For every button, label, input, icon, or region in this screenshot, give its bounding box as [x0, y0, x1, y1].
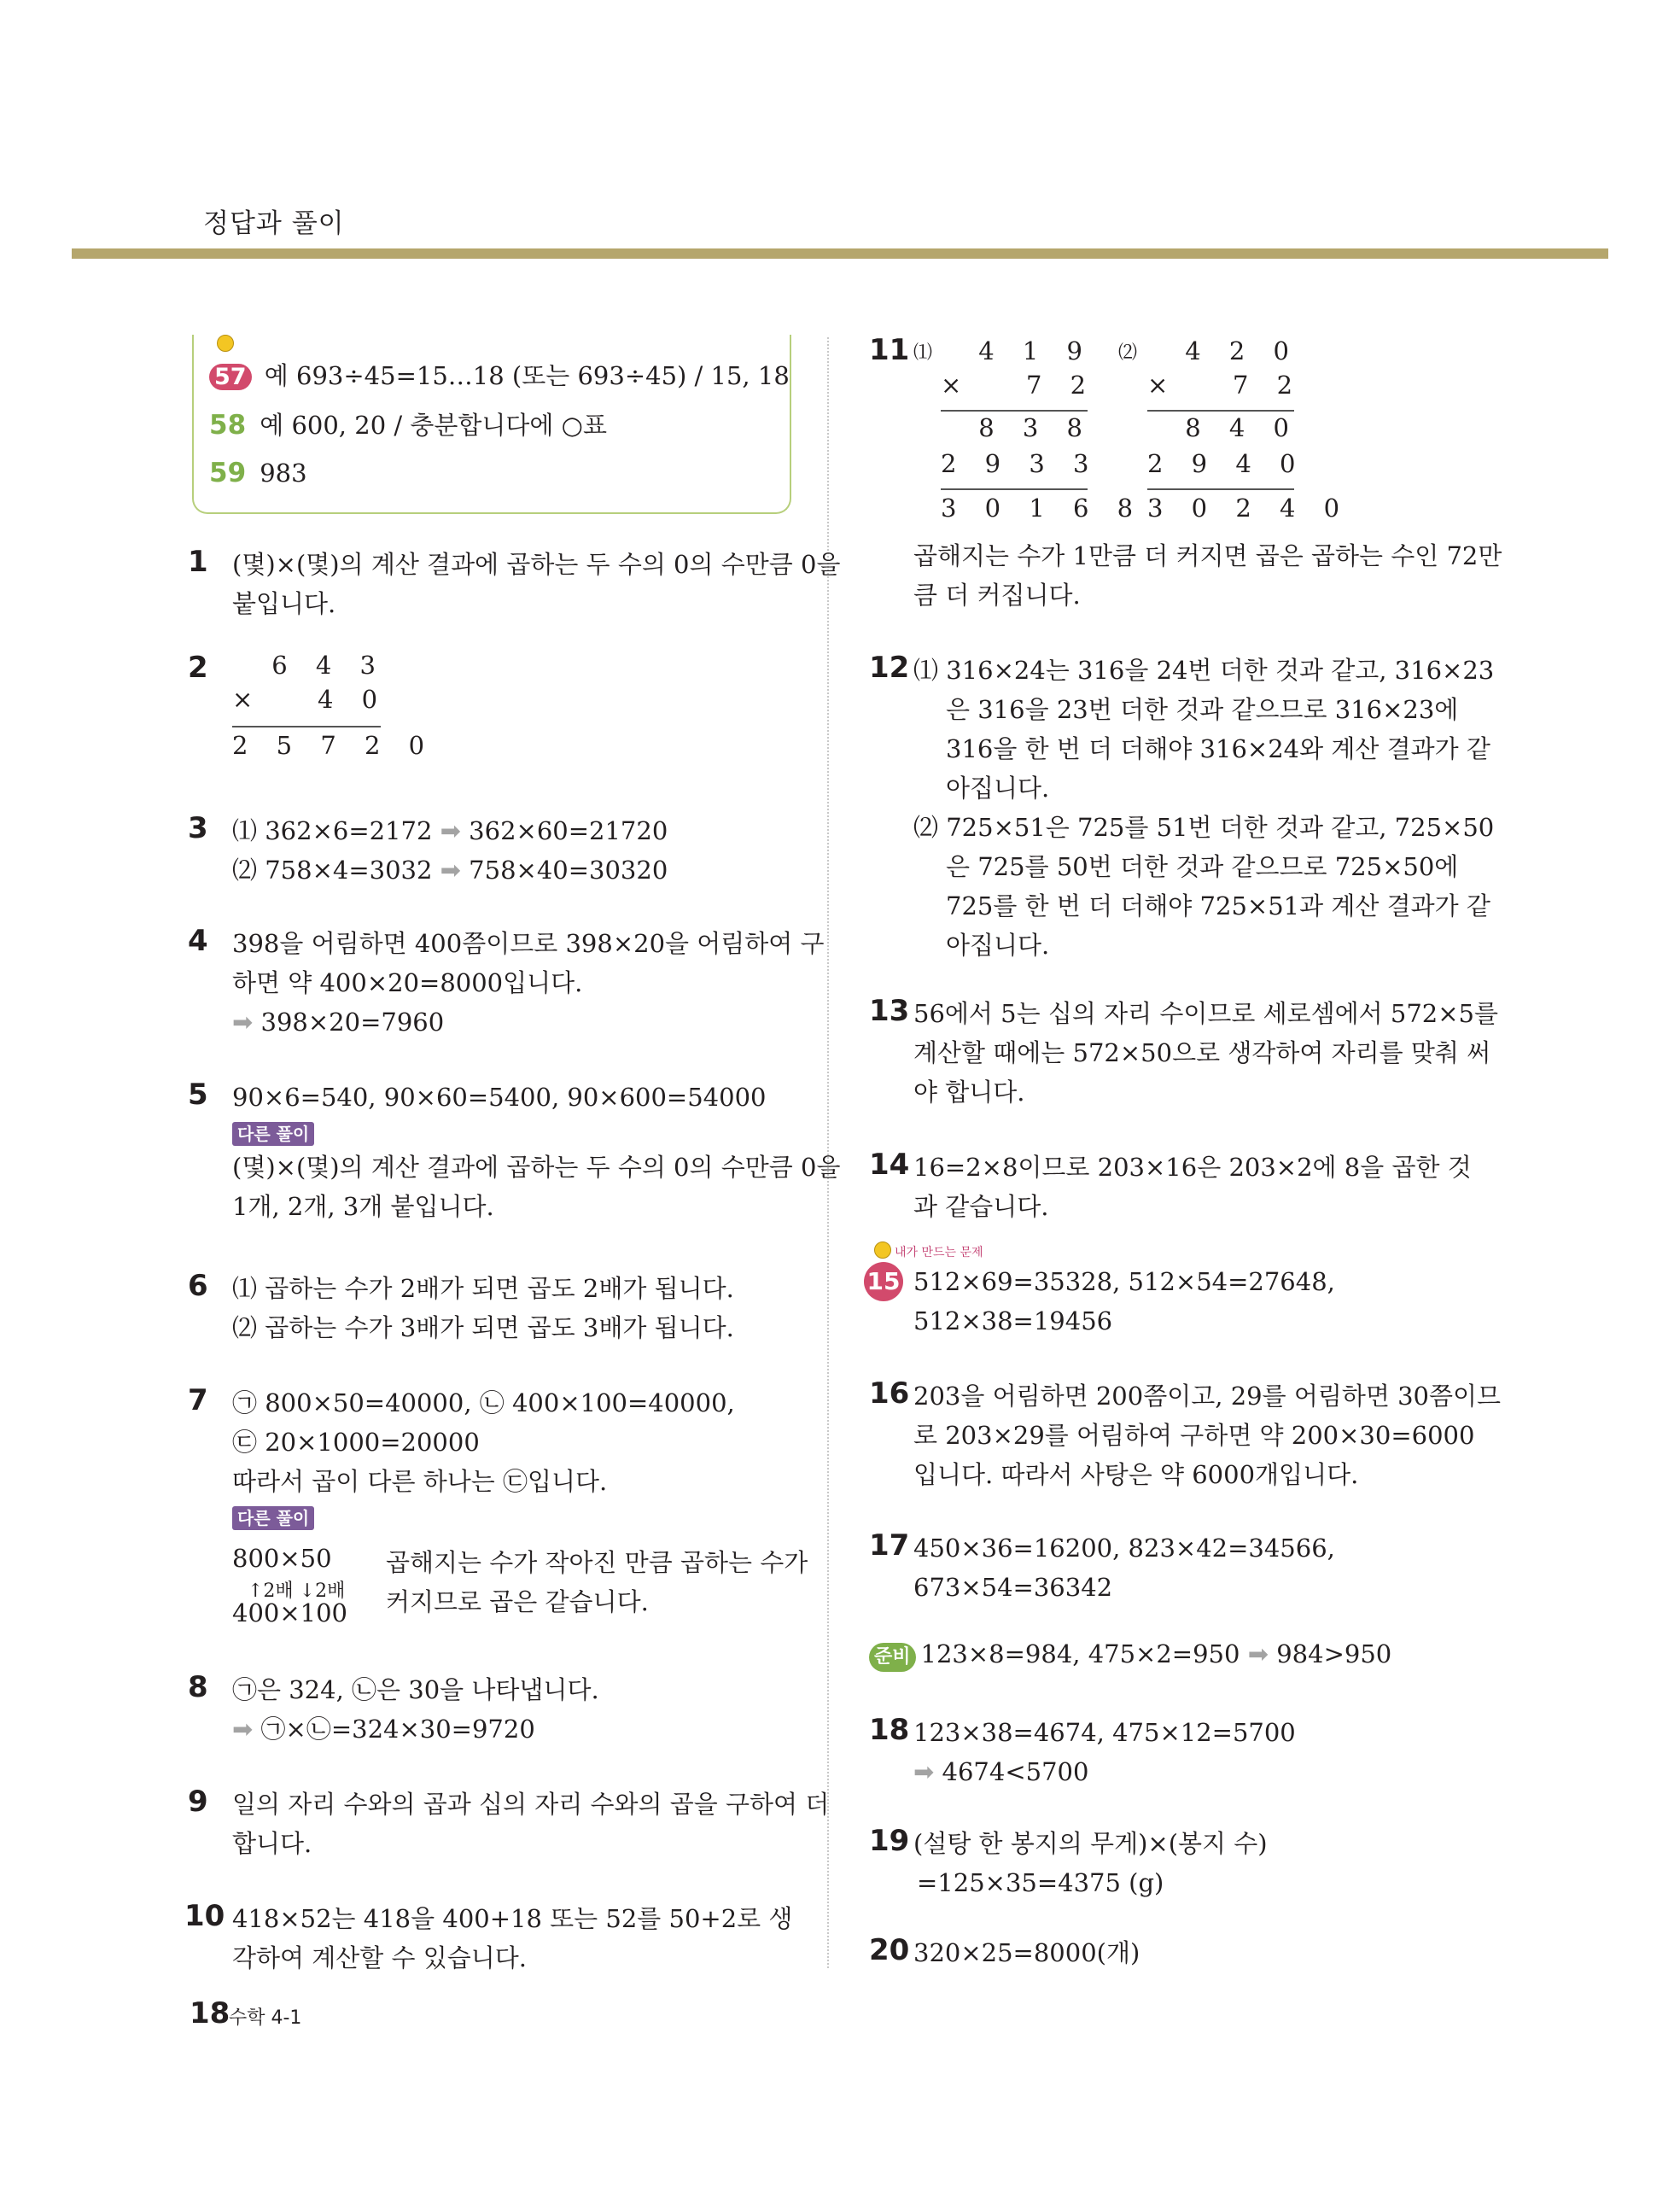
vm-multiplier: × 4 0	[232, 685, 388, 714]
vm-product: 3 0 2 4 0	[1147, 494, 1350, 523]
question-number: 11	[869, 333, 910, 367]
text-line: =125×35=4375 (g)	[917, 1868, 1164, 1897]
arrow-icon: ➡	[232, 1715, 254, 1744]
page-subject: 수학 4-1	[229, 2007, 302, 2029]
text-line: 56에서 5는 십의 자리 수이므로 세로셈에서 572×5를	[913, 999, 1499, 1028]
text-line: 은 725를 50번 더한 것과 같으므로 725×50에	[946, 852, 1459, 881]
question-number: 12	[869, 651, 910, 685]
alt-calc-top: 800×50	[232, 1544, 332, 1573]
vm-product: 2 5 7 2 0	[232, 731, 435, 760]
text: ⑵ 758×4=3032	[232, 856, 433, 885]
q11-label-b: ⑵	[1118, 342, 1138, 364]
vm-product: 3 0 1 6 8	[941, 494, 1144, 523]
text-line: (몇)×(몇)의 계산 결과에 곱하는 두 수의 0의 수만큼 0을	[232, 1153, 841, 1182]
answer-58	[209, 406, 607, 441]
vm-rule	[941, 488, 1088, 490]
question-number: 18	[869, 1713, 910, 1747]
text-line: ㉢ 20×1000=20000	[232, 1428, 480, 1457]
vm-rule	[941, 410, 1088, 412]
question-3	[188, 811, 668, 890]
text-line: 90×6=540, 90×60=5400, 90×600=54000	[232, 1083, 767, 1112]
question-number: 6	[188, 1269, 208, 1303]
vm-partial-1: 8 3 8	[978, 413, 1093, 442]
answer-text: 983	[260, 459, 307, 488]
text: 362×60=21720	[469, 816, 668, 845]
question-number: 17	[869, 1528, 910, 1563]
text-line: 398을 어림하면 400쯤이므로 398×20을 어림하여 구	[232, 929, 825, 958]
question-number: 57	[209, 364, 252, 390]
text-line: 큼 더 커집니다.	[913, 581, 1081, 610]
page-header-title: 정답과 풀이	[203, 208, 345, 239]
text-line: 각하여 계산할 수 있습니다.	[232, 1943, 528, 1972]
alt-solution-tag: 다른 풀이	[232, 1506, 314, 1530]
question-10	[184, 1899, 793, 1978]
vm-multiplicand: 4 2 0	[1185, 336, 1299, 365]
answer-57	[209, 357, 790, 392]
text: 758×40=30320	[469, 856, 668, 885]
question-5	[188, 1078, 841, 1226]
q11-label-a: ⑴	[913, 342, 933, 364]
question-15	[913, 1262, 1335, 1341]
text-line: ㉠ 800×50=40000, ㉡ 400×100=40000,	[232, 1388, 735, 1417]
text: 123×8=984, 475×2=950	[920, 1639, 1240, 1668]
text-line: 725를 한 번 더 더해야 725×51과 계산 결과가 같	[946, 891, 1490, 920]
text-line: ⑴ 곱하는 수가 2배가 되면 곱도 2배가 됩니다.	[232, 1274, 734, 1303]
vm-rule	[232, 726, 381, 727]
question-number: 8	[188, 1670, 208, 1704]
text-line: 아집니다.	[946, 931, 1050, 960]
question-number: 14	[869, 1148, 910, 1182]
text-line: 하면 약 400×20=8000입니다.	[232, 968, 583, 997]
question-4	[188, 924, 825, 1042]
text-line: ⑵ 725×51은 725를 51번 더한 것과 같고, 725×50	[913, 813, 1495, 842]
text-line: 16=2×8이므로 203×16은 203×2에 8을 곱한 것	[913, 1153, 1472, 1182]
q11-explanation	[913, 536, 1502, 615]
text-line: 320×25=8000(개)	[913, 1938, 1140, 1967]
vm-multiplier: × 7 2	[941, 371, 1097, 400]
text-line: (설탕 한 봉지의 무게)×(봉지 수)	[913, 1829, 1268, 1858]
text-line: (몇)×(몇)의 계산 결과에 곱하는 두 수의 0의 수만큼 0을	[232, 550, 841, 579]
my-problem-label: 내가 만드는 문제	[895, 1246, 983, 1259]
text-line: ⑵ 곱하는 수가 3배가 되면 곱도 3배가 됩니다.	[232, 1313, 734, 1342]
answer-59	[209, 458, 307, 488]
question-number: 4	[188, 924, 208, 958]
question-7	[188, 1383, 735, 1532]
text-line: ⑴ 316×24는 316을 24번 더한 것과 같고, 316×23	[913, 656, 1495, 685]
question-16	[869, 1376, 1502, 1494]
text-line: 로 203×29를 어림하여 구하면 약 200×30=6000	[913, 1421, 1475, 1450]
question-number: 10	[184, 1899, 225, 1933]
vm-partial-2: 2 9 4 0	[1147, 449, 1306, 478]
question-number: 13	[869, 994, 910, 1028]
text-line: 야 합니다.	[913, 1078, 1025, 1107]
question-19	[869, 1824, 1268, 1902]
text-line: 과 같습니다.	[913, 1192, 1049, 1221]
text-line: 512×69=35328, 512×54=27648,	[913, 1267, 1335, 1296]
alt-calc-bottom: 400×100	[232, 1598, 348, 1627]
arrow-icon: ➡	[440, 856, 461, 885]
text-line: 합니다.	[232, 1829, 312, 1858]
smile-icon	[217, 335, 234, 352]
alt-solution-tag: 다른 풀이	[232, 1122, 314, 1146]
question-number: 3	[188, 811, 208, 845]
alt-calc-arrows: ↑2배 ↓2배	[248, 1580, 346, 1602]
arrow-icon: ➡	[440, 816, 461, 845]
question-number: 58	[209, 410, 247, 441]
prep-badge: 준비	[869, 1643, 916, 1672]
text-line: 450×36=16200, 823×42=34566,	[913, 1534, 1335, 1563]
question-18	[869, 1713, 1296, 1791]
question-1	[188, 545, 841, 623]
question-12	[869, 651, 1495, 965]
arrow-icon: ➡	[232, 1008, 254, 1037]
vm-rule	[1147, 488, 1294, 490]
header-bar	[72, 248, 1608, 259]
text-line: 은 316을 23번 더한 것과 같으므로 316×23에	[946, 695, 1459, 724]
text-line: 따라서 곱이 다른 하나는 ㉢입니다.	[232, 1467, 608, 1496]
question-number: 1	[188, 545, 208, 579]
question-17	[869, 1528, 1335, 1607]
text-line: 418×52는 418을 400+18 또는 52를 50+2로 생	[232, 1904, 793, 1933]
text: 398×20=7960	[260, 1008, 445, 1037]
text-line: 아집니다.	[946, 774, 1050, 803]
question-14	[869, 1148, 1472, 1226]
text-line: 512×38=19456	[913, 1306, 1113, 1335]
question-number-badge: 15	[864, 1262, 903, 1301]
question-number: 5	[188, 1078, 208, 1112]
text: ㉠×㉡=324×30=9720	[260, 1715, 535, 1744]
answer-text: 예 600, 20 / 충분합니다에 ○표	[260, 411, 607, 440]
question-13	[869, 994, 1499, 1112]
question-number: 19	[869, 1824, 910, 1858]
text-line: 123×38=4674, 475×12=5700	[913, 1718, 1296, 1747]
text-line: 673×54=36342	[913, 1573, 1113, 1602]
text: 984>950	[1276, 1639, 1392, 1668]
text-line: 1개, 2개, 3개 붙입니다.	[232, 1192, 494, 1221]
vm-partial-1: 8 4 0	[1185, 413, 1299, 442]
text-line: 곱해지는 수가 1만큼 더 커지면 곱은 곱하는 수인 72만	[913, 541, 1502, 570]
question-20	[869, 1933, 1140, 1972]
answer-text: 예 693÷45=15…18 (또는 693÷45) / 15, 18	[264, 361, 790, 390]
alt-explanation-1: 곱해지는 수가 작아진 만큼 곱하는 수가	[386, 1548, 808, 1577]
question-6	[188, 1269, 734, 1347]
text-line: ㉠은 324, ㉡은 30을 나타냅니다.	[232, 1675, 599, 1704]
vm-multiplicand: 6 4 3	[271, 651, 386, 680]
question-number: 20	[869, 1933, 910, 1967]
question-8	[188, 1670, 599, 1749]
page-number: 18	[190, 1996, 230, 2030]
question-9	[188, 1785, 830, 1863]
arrow-icon: ➡	[913, 1757, 935, 1786]
text-line: 203을 어림하면 200쯤이고, 29를 어림하면 30쯤이므	[913, 1382, 1502, 1411]
question-number: 16	[869, 1376, 910, 1411]
text-line: 계산할 때에는 572×50으로 생각하여 자리를 맞춰 써	[913, 1038, 1491, 1067]
text: 4674<5700	[942, 1757, 1089, 1786]
text-line: 316을 한 번 더 더해야 316×24와 계산 결과가 같	[946, 734, 1490, 763]
vm-rule	[1147, 410, 1294, 412]
arrow-icon: ➡	[1247, 1639, 1269, 1668]
question-number: 9	[188, 1785, 208, 1819]
vm-multiplier: × 7 2	[1147, 371, 1304, 400]
text: ⑴ 362×6=2172	[232, 816, 433, 845]
text-line: 입니다. 따라서 사탕은 약 6000개입니다.	[913, 1460, 1359, 1489]
smile-icon	[874, 1242, 891, 1259]
text-line: 붙입니다.	[232, 589, 336, 618]
question-number: 59	[209, 458, 247, 488]
alt-explanation-2: 커지므로 곱은 같습니다.	[386, 1587, 649, 1616]
question-number: 2	[188, 651, 208, 685]
text-line: 일의 자리 수와의 곱과 십의 자리 수와의 곱을 구하여 더	[232, 1790, 830, 1819]
question-number: 7	[188, 1383, 208, 1417]
vm-partial-2: 2 9 3 3	[941, 449, 1100, 478]
prep-question	[869, 1639, 1391, 1672]
vm-multiplicand: 4 1 9	[978, 336, 1093, 365]
